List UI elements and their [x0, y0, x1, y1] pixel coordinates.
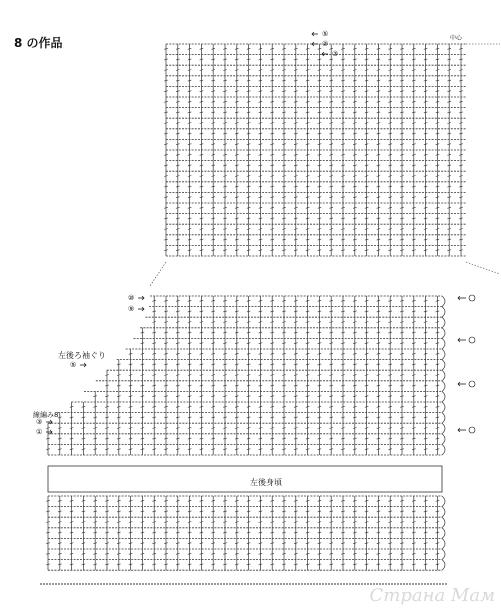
lower-mesh-block: [46, 296, 445, 492]
row-marker: ⑤: [70, 361, 77, 369]
upper-mesh-block: [150, 44, 500, 286]
watermark: Страна Мам: [369, 585, 495, 606]
body-label: 左後身頃: [250, 478, 282, 487]
row-marker: ②: [322, 40, 329, 48]
row-marker: ⑨: [128, 305, 135, 313]
row-marker: ①: [36, 428, 43, 436]
armhole-label: 左後ろ袖ぐり: [58, 351, 106, 360]
pattern-start-label: 線編み8: [33, 411, 59, 419]
row-marker: ③: [332, 50, 339, 58]
page-title: 8 の作品: [14, 36, 63, 50]
row-marker: ③: [36, 418, 43, 426]
bottom-mesh-block: [40, 496, 448, 584]
row-marker: ⑤: [322, 30, 329, 38]
row-marker: ⑩: [128, 294, 135, 302]
row-markers: [36, 30, 475, 436]
center-label: 中心: [450, 35, 463, 42]
